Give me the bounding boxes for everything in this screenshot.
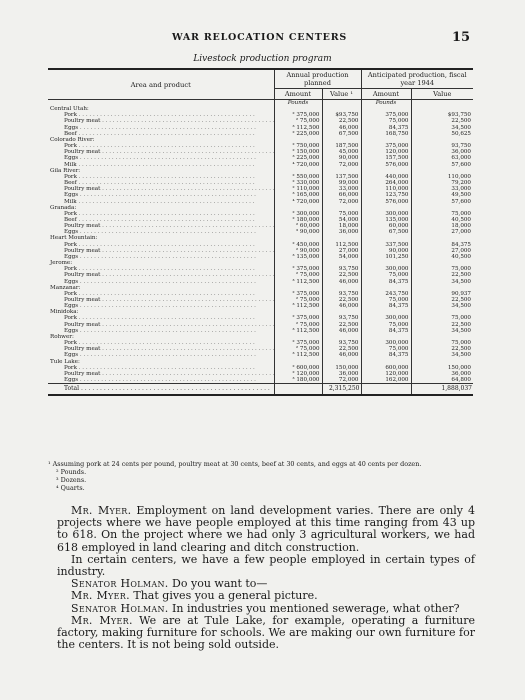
value-cell-2: 36,000 [411,371,473,377]
product-label: Eggs . . . [48,229,274,235]
total-row [48,384,473,396]
product-label: Eggs . . . [48,377,274,384]
product-label: Milk . . . [48,199,274,205]
value-cell: 75,000 [322,211,361,217]
footnote: ² Pounds. [56,468,87,476]
value-cell: 93,750 [322,266,361,272]
unit-row [48,100,473,107]
area-label: Colorado River: [50,136,95,143]
livestock-table [48,68,473,396]
amount-cell: ² 375,000 [274,112,322,118]
value-cell-2: 90,937 [411,291,473,297]
product-label: Eggs . . . [48,279,274,285]
amount-cell: ³ 112,500 [274,303,322,309]
value-cell: 93,750 [322,340,361,346]
value-cell: 150,000 [322,365,361,371]
amount-cell: ² 75,000 [274,297,322,303]
column-header-area: Area and product [48,69,274,100]
table-caption: Livestock production program [193,54,332,64]
product-label: Pork . . . [48,291,274,297]
value-cell-2: 84,375 [411,242,473,248]
footnote: ¹ Assuming pork at 24 cents per pound, poultry meat at 30 cents, beef at 30 cents, and eggs at 40 cents per dozen. [48,460,422,468]
product-label: Eggs . . . [48,192,274,198]
amount-cell-2: 600,000 [361,365,411,371]
paragraph-text: That gives you a general picture. [129,589,318,603]
amount-cell-2: 337,500 [361,242,411,248]
value-cell: 66,000 [322,192,361,198]
value-cell-2: 34,500 [411,125,473,131]
product-label: Pork . . . [48,340,274,346]
product-label: Poultry meat . . . [48,149,274,155]
unit-label-2: Pounds [361,100,411,107]
body-paragraph [57,505,475,554]
amount-cell: ² 600,000 [274,365,322,371]
product-label: Eggs . . . [48,155,274,161]
table-body [48,100,473,384]
amount-cell: ² 180,000 [274,217,322,223]
value-cell-2: 57,600 [411,199,473,205]
column-header-amount: Amount [274,89,322,100]
amount-cell: ³ 225,000 [274,155,322,161]
amount-cell: ² 75,000 [274,322,322,328]
value-cell-2: 79,200 [411,180,473,186]
amount-cell: ² 225,000 [274,131,322,137]
product-label: Beef . . . [48,180,274,186]
value-cell-2: 22,500 [411,322,473,328]
value-cell: 22,500 [322,346,361,352]
value-cell: 46,000 [322,125,361,131]
value-cell-2: 75,000 [411,266,473,272]
amount-cell-2: 75,000 [361,322,411,328]
amount-cell-2: 84,375 [361,328,411,334]
value-cell-2: $93,750 [411,112,473,118]
value-cell-2: 34,500 [411,279,473,285]
body-paragraph [57,554,475,578]
value-cell-2: 27,000 [411,248,473,254]
amount-cell-2: 75,000 [361,346,411,352]
footnote: ⁴ Quarts. [56,484,85,492]
product-label: Pork . . . [48,143,274,149]
value-cell-2: 27,000 [411,229,473,235]
amount-cell-2: 576,000 [361,199,411,205]
amount-cell: ² 375,000 [274,291,322,297]
amount-cell: ⁴ 720,000 [274,162,322,168]
product-label: Eggs . . . [48,254,274,260]
speaker-name: Senator Holman. [71,601,169,615]
amount-cell: ⁴ 720,000 [274,199,322,205]
value-cell: 22,500 [322,118,361,124]
amount-cell: ³ 112,500 [274,328,322,334]
area-label: Granada: [50,204,77,211]
value-cell: 72,000 [322,162,361,168]
amount-cell-2: 243,750 [361,291,411,297]
page-header [0,30,525,50]
product-label: Poultry meat . . . [48,223,274,229]
value-cell-2: 110,000 [411,174,473,180]
amount-cell: ² 60,000 [274,223,322,229]
running-head: WAR RELOCATION CENTERS [172,32,348,43]
amount-cell-2: 135,000 [361,217,411,223]
area-label: Jerome: [50,260,73,267]
value-cell-2: 150,000 [411,365,473,371]
amount-cell-2: 162,000 [361,377,411,384]
column-header-amount-2: Amount [361,89,411,100]
page-number: 15 [452,30,471,45]
total-value-2: 1,888,037 [411,384,473,396]
value-cell-2: 34,500 [411,328,473,334]
value-cell-2: 75,000 [411,211,473,217]
product-label: Pork . . . [48,174,274,180]
amount-cell-2: 264,000 [361,180,411,186]
amount-cell: ³ 112,500 [274,125,322,131]
product-label: Poultry meat . . . [48,322,274,328]
value-cell-2: 36,000 [411,149,473,155]
product-label: Milk . . . [48,162,274,168]
value-cell-2: 64,800 [411,377,473,384]
value-cell-2: 63,000 [411,155,473,161]
amount-cell: ² 550,000 [274,174,322,180]
value-cell: 99,000 [322,180,361,186]
product-label: Pork . . . [48,365,274,371]
amount-cell-2: 84,375 [361,352,411,358]
amount-cell-2: 120,000 [361,149,411,155]
area-label: Tule Lake: [50,358,80,365]
product-label: Pork . . . [48,112,274,118]
unit-label: Pounds [274,100,322,107]
value-cell: 90,000 [322,155,361,161]
area-label: Manzanar: [50,284,81,291]
value-cell-2: 34,500 [411,303,473,309]
value-cell: 33,000 [322,186,361,192]
amount-cell-2: 300,000 [361,340,411,346]
amount-cell: ² 375,000 [274,315,322,321]
product-label: Poultry meat . . . [48,346,274,352]
amount-cell-2: 90,000 [361,248,411,254]
product-label: Poultry meat . . . [48,118,274,124]
area-label: Minidoka: [50,309,79,316]
paragraph-text: We are at Tule Lake, for example, operating a furniture factory, making furniture for schools. We are making our own furniture for the centers. It is not being sold outside. [57,613,475,652]
footnote: ³ Dozens. [56,476,87,484]
value-cell: 137,500 [322,174,361,180]
column-header-value: Value ¹ [322,89,361,100]
paragraph-text: In industries you mentioned sewerage, what other? [168,601,460,615]
paragraph-text: Do you want to— [168,577,268,591]
value-cell: 36,000 [322,229,361,235]
value-cell-2: 33,000 [411,186,473,192]
amount-cell-2: 157,500 [361,155,411,161]
speaker-name: Mr. Myer. [71,613,133,627]
product-label: Poultry meat . . . [48,186,274,192]
amount-cell: ² 375,000 [274,266,322,272]
value-cell: 93,750 [322,315,361,321]
value-cell-2: 34,500 [411,352,473,358]
value-cell: 46,000 [322,303,361,309]
amount-cell-2: 300,000 [361,315,411,321]
value-cell-2: 57,600 [411,162,473,168]
value-cell-2: 22,500 [411,346,473,352]
speaker-name: Senator Holman. [71,577,169,591]
value-cell-2: 93,750 [411,143,473,149]
product-label: Pork . . . [48,266,274,272]
amount-cell: ² 110,000 [274,186,322,192]
amount-cell: ³ 90,000 [274,229,322,235]
amount-cell: ² 150,000 [274,149,322,155]
area-label: Gila River: [50,167,81,174]
amount-cell: ² 75,000 [274,346,322,352]
amount-cell: ² 450,000 [274,242,322,248]
amount-cell-2: 101,250 [361,254,411,260]
value-cell: 45,000 [322,149,361,155]
amount-cell-2: 75,000 [361,297,411,303]
amount-cell-2: 123,750 [361,192,411,198]
amount-cell-2: 84,375 [361,303,411,309]
value-cell: 54,000 [322,217,361,223]
column-group-anticipated: Anticipated production, fiscal year 1944 [361,69,473,89]
value-cell-2: 50,625 [411,131,473,137]
amount-cell-2: 576,000 [361,162,411,168]
value-cell: 112,500 [322,242,361,248]
paragraph-text: In certain centers, we have a few people employed in certain types of industry. [57,552,475,579]
product-label: Pork . . . [48,242,274,248]
amount-cell-2: 300,000 [361,266,411,272]
value-cell: 46,000 [322,328,361,334]
amount-cell: ² 750,000 [274,143,322,149]
amount-cell-2: 440,000 [361,174,411,180]
amount-cell: ³ 112,500 [274,352,322,358]
value-cell-2: 75,000 [411,340,473,346]
value-cell: 72,000 [322,377,361,384]
value-cell: 22,500 [322,322,361,328]
value-cell-2: 22,500 [411,118,473,124]
paragraph-text: Employment on land development varies. There are only 4 projects where we have people employed at this time ranging from 43 up to 618. On the project where we had only 3 agricultural workers, we had 618 employed in land clearing and ditch construction. [57,504,475,554]
product-label: Poultry meat . . . [48,272,274,278]
value-cell: 18,000 [322,223,361,229]
value-cell: 187,500 [322,143,361,149]
amount-cell: ² 75,000 [274,272,322,278]
value-cell: 93,750 [322,291,361,297]
amount-cell-2: 300,000 [361,211,411,217]
product-label: Poultry meat . . . [48,248,274,254]
product-label: Eggs . . . [48,125,274,131]
product-label: Pork . . . [48,315,274,321]
amount-cell: ² 120,000 [274,371,322,377]
amount-cell-2: 168,750 [361,131,411,137]
area-label: Heart Mountain: [50,235,98,242]
amount-cell: ² 75,000 [274,118,322,124]
product-label: Poultry meat . . . [48,371,274,377]
amount-cell-2: 120,000 [361,371,411,377]
total-label: Total . . . [48,384,274,396]
value-cell: $93,750 [322,112,361,118]
footnotes [48,460,476,492]
product-label: Poultry meat . . . [48,297,274,303]
value-cell: 67,500 [322,131,361,137]
value-cell-2: 18,000 [411,223,473,229]
body-paragraph [57,615,475,652]
body-text [57,505,475,651]
speaker-name: Mr. Myer. [71,589,130,603]
product-label: Eggs . . . [48,328,274,334]
speaker-name: Mr. Myer. [71,504,132,517]
amount-cell: ² 90,000 [274,248,322,254]
value-cell: 36,000 [322,371,361,377]
amount-cell-2: 84,375 [361,125,411,131]
value-cell: 72,000 [322,199,361,205]
value-cell: 22,500 [322,272,361,278]
column-group-planned: Annual production planned [274,69,361,89]
product-label: Beef . . . [48,217,274,223]
area-label: Central Utah: [50,106,89,113]
amount-cell: ³ 135,000 [274,254,322,260]
value-cell-2: 40,500 [411,217,473,223]
value-cell-2: 22,500 [411,297,473,303]
amount-cell: ² 300,000 [274,211,322,217]
total-value: 2,315,250 [322,384,361,396]
value-cell: 22,500 [322,297,361,303]
value-cell-2: 40,500 [411,254,473,260]
amount-cell-2: 375,000 [361,112,411,118]
amount-cell-2: 110,000 [361,186,411,192]
product-label: Pork . . . [48,211,274,217]
value-cell-2: 49,500 [411,192,473,198]
amount-cell-2: 375,000 [361,143,411,149]
table-row [48,377,473,384]
value-cell-2: 75,000 [411,315,473,321]
product-label: Eggs . . . [48,303,274,309]
area-label: Rohwer: [50,333,74,340]
amount-cell-2: 67,500 [361,229,411,235]
value-cell: 27,000 [322,248,361,254]
value-cell: 46,000 [322,279,361,285]
amount-cell-2: 84,375 [361,279,411,285]
amount-cell-2: 75,000 [361,272,411,278]
amount-cell: ² 330,000 [274,180,322,186]
amount-cell: ³ 165,000 [274,192,322,198]
amount-cell-2: 75,000 [361,118,411,124]
amount-cell-2: 60,000 [361,223,411,229]
value-cell-2: 22,500 [411,272,473,278]
value-cell: 54,000 [322,254,361,260]
product-label: Eggs . . . [48,352,274,358]
amount-cell: ³ 180,000 [274,377,322,384]
amount-cell: ² 375,000 [274,340,322,346]
product-label: Beef . . . [48,131,274,137]
amount-cell: ³ 112,500 [274,279,322,285]
column-header-value-2: Value [411,89,473,100]
value-cell: 46,000 [322,352,361,358]
